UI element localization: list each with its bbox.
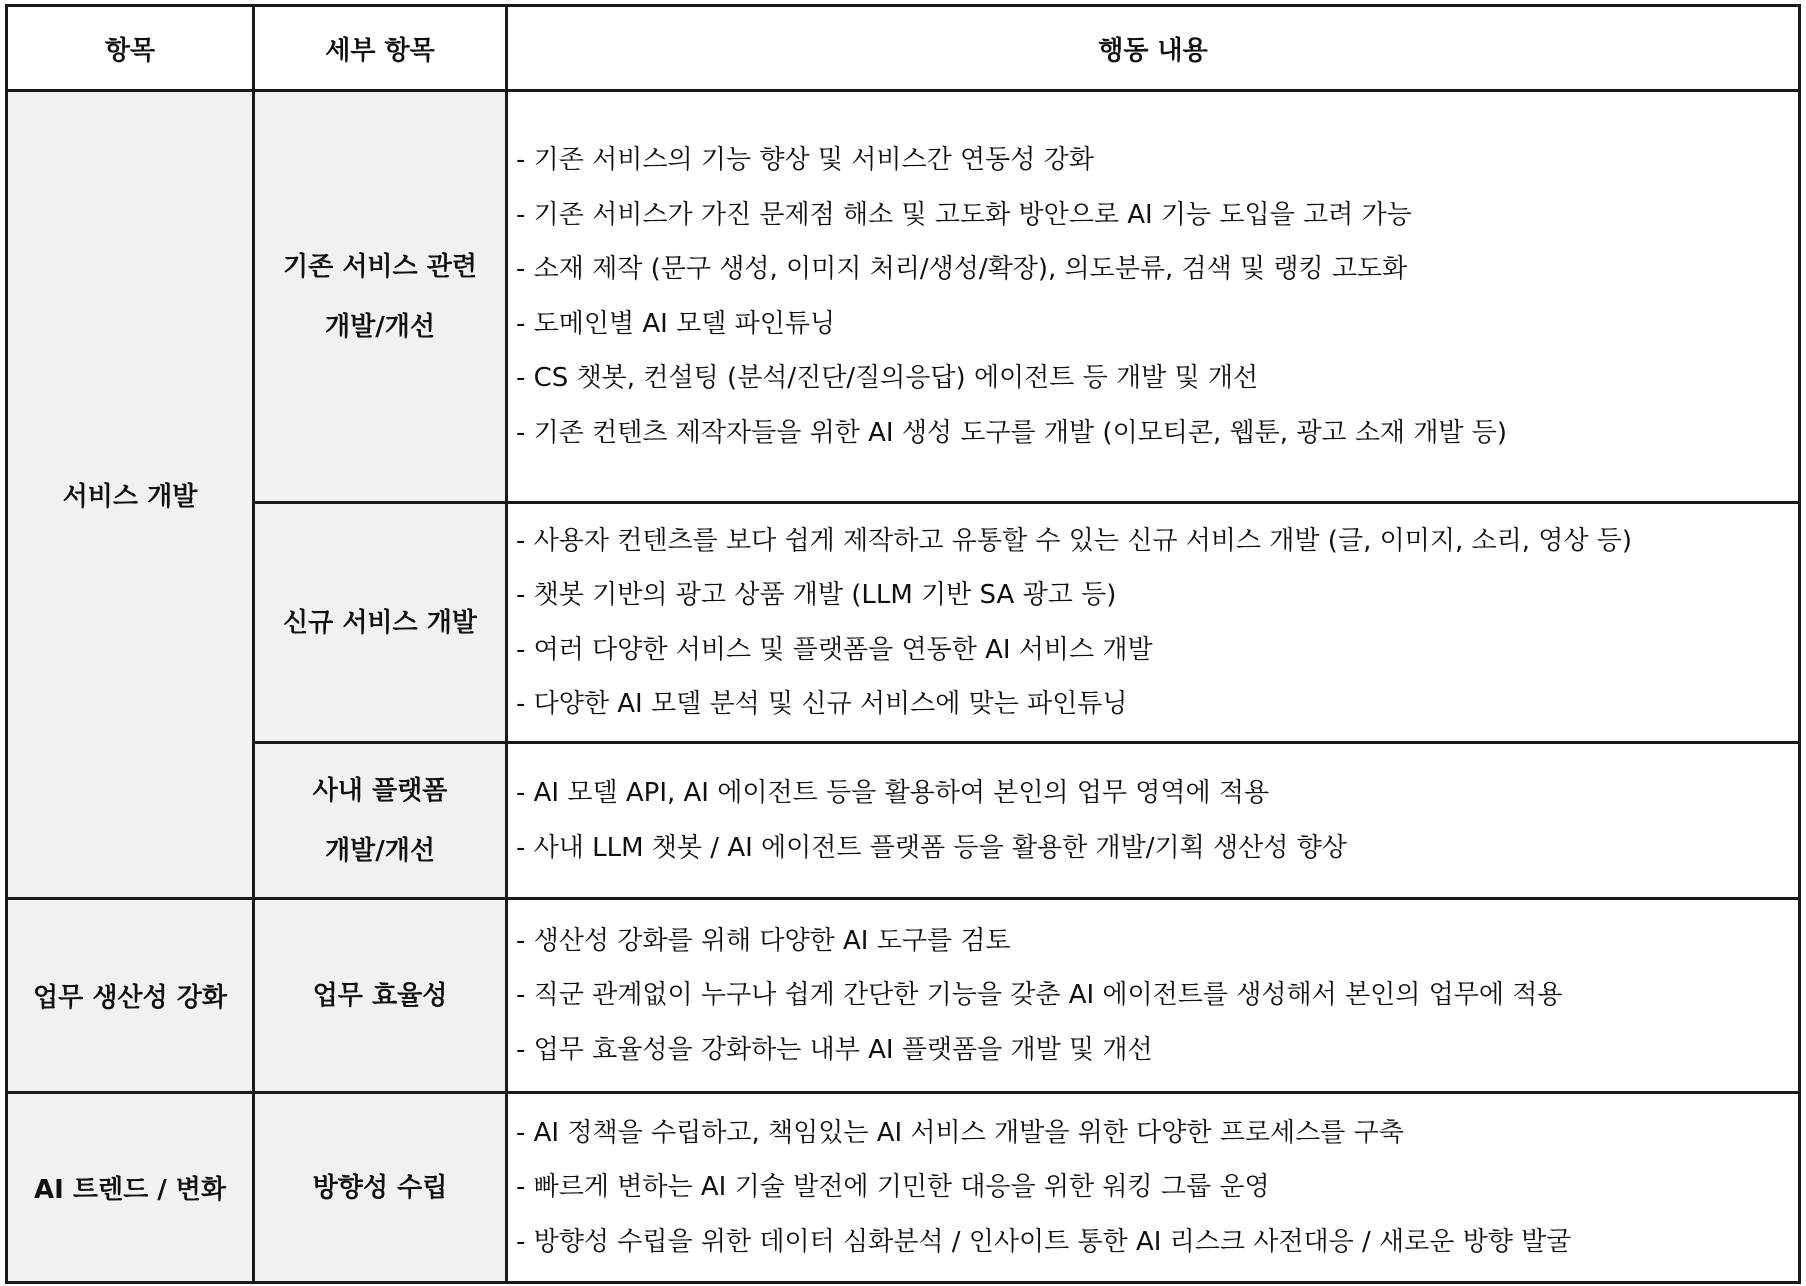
subcategory-line: 기존 서비스 관련 bbox=[283, 251, 477, 282]
table-row bbox=[7, 899, 1800, 1093]
category-cell: 업무 생산성 강화 bbox=[7, 899, 254, 1093]
subcategory-cell bbox=[254, 743, 507, 899]
action-item: - 사내 LLM 챗봇 / AI 에이전트 플랫폼 등을 활용한 개발/기획 생산성 향상 bbox=[516, 832, 1347, 863]
action-item: - 챗봇 기반의 광고 상품 개발 (LLM 기반 SA 광고 등) bbox=[516, 580, 1117, 610]
table-row bbox=[7, 91, 1800, 503]
subcategory-line: 사내 플랫폼 bbox=[312, 775, 448, 806]
actions-cell bbox=[507, 899, 1800, 1093]
actions-cell bbox=[507, 503, 1800, 743]
action-item: - 다양한 AI 모델 분석 및 신규 서비스에 맞는 파인튜닝 bbox=[516, 689, 1128, 719]
header-subcategory: 세부 항목 bbox=[254, 6, 507, 91]
action-item: - 빠르게 변하는 AI 기술 발전에 기민한 대응을 위한 워킹 그룹 운영 bbox=[516, 1172, 1270, 1203]
subcategory-line: 방향성 수립 bbox=[312, 1172, 448, 1203]
actions-cell bbox=[507, 1093, 1800, 1283]
actions-cell bbox=[507, 743, 1800, 899]
subcategory-cell bbox=[254, 91, 507, 503]
action-item: - 직군 관계없이 누구나 쉽게 간단한 기능을 갖춘 AI 에이전트를 생성해서 본인의 업무에 적용 bbox=[516, 980, 1563, 1011]
category-cell: 서비스 개발 bbox=[7, 91, 254, 899]
table-row bbox=[7, 1093, 1800, 1283]
action-item: - AI 모델 API, AI 에이전트 등을 활용하여 본인의 업무 영역에 적용 bbox=[516, 778, 1270, 808]
action-item: - 업무 효율성을 강화하는 내부 AI 플랫폼을 개발 및 개선 bbox=[516, 1034, 1153, 1065]
category-cell: AI 트렌드 / 변화 bbox=[7, 1093, 254, 1283]
action-item: - 생산성 강화를 위해 다양한 AI 도구를 검토 bbox=[516, 925, 1011, 956]
subcategory-cell bbox=[254, 1093, 507, 1283]
subcategory-cell bbox=[254, 503, 507, 743]
header-category: 항목 bbox=[7, 6, 254, 91]
action-item: - 기존 컨텐츠 제작자들을 위한 AI 생성 도구를 개발 (이모티콘, 웹툰, 광고 소재 개발 등) bbox=[516, 417, 1508, 448]
action-item: - 기존 서비스가 가진 문제점 해소 및 고도화 방안으로 AI 기능 도입을 고려 가능 bbox=[516, 199, 1412, 230]
actions-cell bbox=[507, 91, 1800, 503]
action-item: - CS 챗봇, 컨설팅 (분석/진단/질의응답) 에이전트 등 개발 및 개선 bbox=[516, 363, 1259, 393]
subcategory-line: 업무 효율성 bbox=[312, 980, 448, 1011]
action-item: - 소재 제작 (문구 생성, 이미지 처리/생성/확장), 의도분류, 검색 및 랭킹 고도화 bbox=[516, 254, 1408, 284]
action-item: - 도메인별 AI 모델 파인튜닝 bbox=[516, 308, 836, 339]
subcategory-line: 개발/개선 bbox=[325, 311, 435, 342]
action-item: - 방향성 수립을 위한 데이터 심화분석 / 인사이트 통한 AI 리스크 사전대응 / 새로운 방향 발굴 bbox=[516, 1226, 1572, 1257]
subcategory-cell bbox=[254, 899, 507, 1093]
header-row bbox=[7, 6, 1800, 91]
action-item: - 사용자 컨텐츠를 보다 쉽게 제작하고 유통할 수 있는 신규 서비스 개발 (글, 이미지, 소리, 영상 등) bbox=[516, 525, 1632, 556]
header-actions: 행동 내용 bbox=[507, 6, 1800, 91]
subcategory-line: 개발/개선 bbox=[325, 835, 435, 866]
table-row bbox=[7, 743, 1800, 899]
subcategory-line: 신규 서비스 개발 bbox=[283, 607, 477, 638]
action-plan-table bbox=[5, 4, 1801, 1284]
action-item: - 여러 다양한 서비스 및 플랫폼을 연동한 AI 서비스 개발 bbox=[516, 634, 1153, 665]
table-row bbox=[7, 503, 1800, 743]
action-item: - AI 정책을 수립하고, 책임있는 AI 서비스 개발을 위한 다양한 프로세스를 구축 bbox=[516, 1117, 1404, 1148]
action-item: - 기존 서비스의 기능 향상 및 서비스간 연동성 강화 bbox=[516, 145, 1094, 175]
